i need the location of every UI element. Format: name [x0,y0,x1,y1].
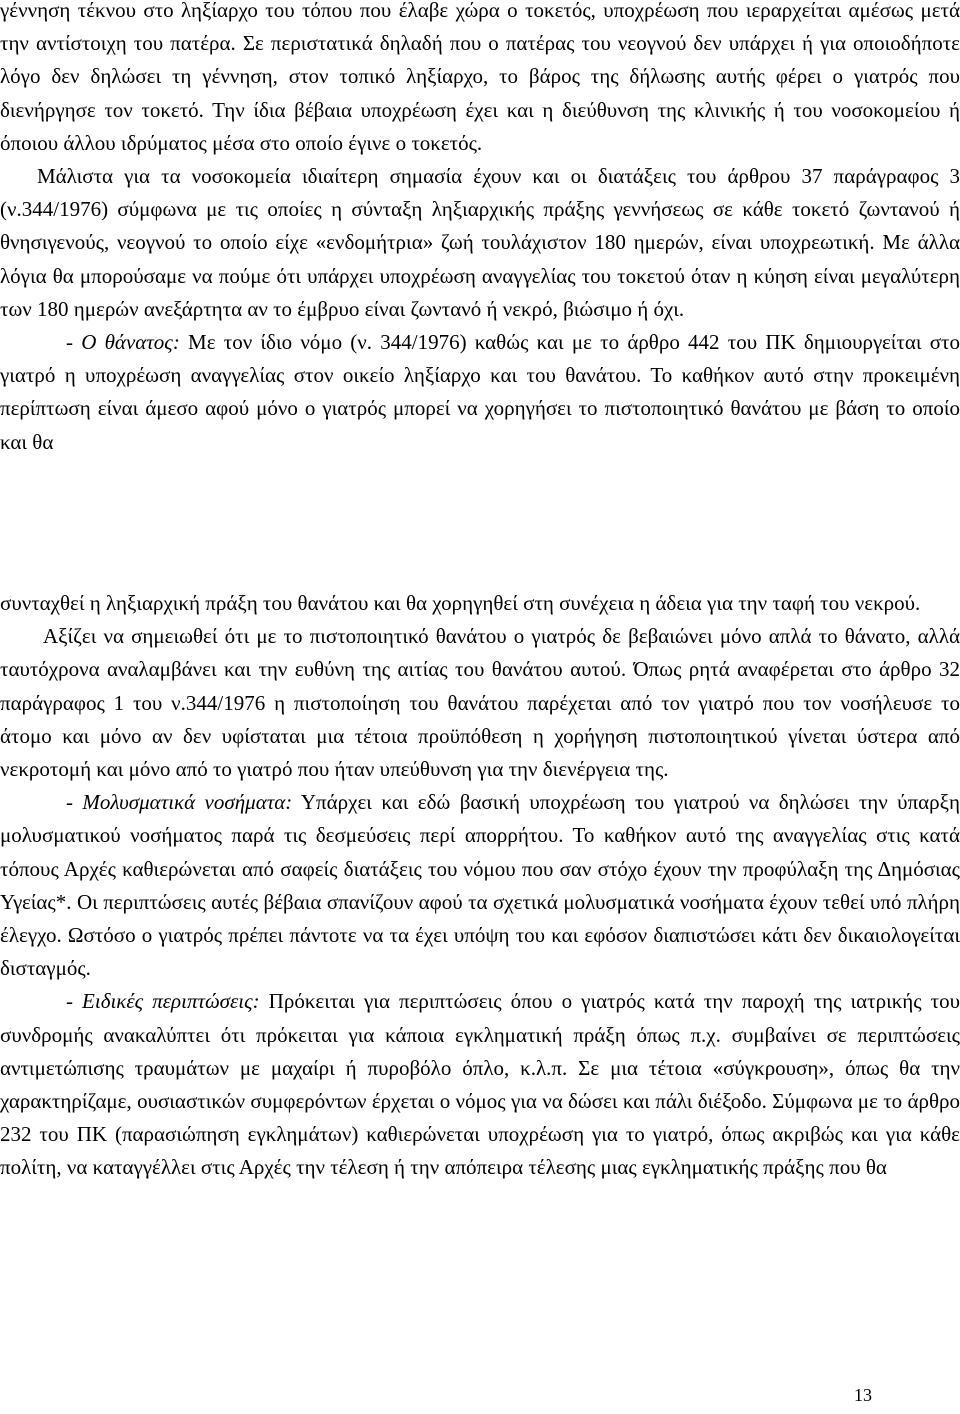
infectious-text: Υπάρχει και εδώ βασική υποχρέωση του γιατρού να δηλώσει την ύπαρξη μολυσματικού νοσήματος παρά τις δεσμεύσεις περί απορρήτου. Το καθήκον αυτό της αναγγελίας στις κατά τόπους Αρχές καθιερώνεται από σαφείς διατάξεις του νόμου που σαν στόχο έχουν την προφύλαξη της Δημόσιας Υγείας*. Οι περιπτώσεις αυτές βέβαια σπανίζουν αφού τα σχετικά μολυσματικά νοσήματα έχουν τεθεί υπό πλήρη έλεγχο. Ωστόσο ο γιατρός πρέπει πάντοτε να τα έχει υπόψη του και εφόσον διαπιστώσει κάτι δεν δικαιολογείται δισταγμός. [0,790,960,981]
text-section-bottom [0,587,960,1185]
term-special: Ειδικές περιπτώσεις: [82,989,260,1014]
paragraph-responsibility: Αξίζει να σημειωθεί ότι με το πιστοποιητικό θανάτου ο γιατρός δε βεβαιώνει μόνο απλά το θάνατο, αλλά ταυτόχρονα αναλαμβάνει και την ευθύνη της αιτίας του θανάτου αυτού. Όπως ρητά αναφέρεται στο άρθρο 32 παράγραφος 1 του ν.344/1976 η πιστοποίηση του θανάτου παρέχεται από τον γιατρό που τον νοσήλευσε το άτομο και μόνο αν δεν υφίσταται μια τέτοια προϋπόθεση η χορήγηση πιστοποιητικού γίνεται ύστερα από νεκροτομή και μόνο από το γιατρό που ήταν υπεύθυνση για την διενέργεια της. [0,624,960,782]
paragraph-hospital-provisions: Μάλιστα για τα νοσοκομεία ιδιαίτερη σημασία έχουν και οι διατάξεις του άρθρου 37 παράγραφος 3 (ν.344/1976) σύμφωνα με τις οποίες η σύνταξη ληξιαρχικής πράξης γεννήσεως σε κάθε τοκετό ζωντανού ή θνησιγενούς, νεογνού το οποίο είχε «ενδομήτρια» ζωή τουλάχιστον 180 ημερών, είναι υποχρεωτική. Με άλλα λόγια θα μπορούσαμε να πούμε ότι υπάρχει υποχρέωση αναγγελίας του τοκετού όταν η κύηση είναι μεγαλύτερη των 180 ημερών ανεξάρτητα αν το έμβρυο είναι ζωντανό ή νεκρό, βιώσιμο ή όχι. [0,164,960,321]
special-text: Πρόκειται για περιπτώσεις όπου ο γιατρός κατά την παροχή της ιατρικής του συνδρομής ανακαλύπτει ότι πρόκειται για κάποια εγκληματική πράξη όπως π.χ. συμβαίνει σε περιπτώσεις αντιμετώπισης τραυμάτων με μαχαίρι ή πυροβόλο όπλο, κ.λ.π. Σε μια τέτοια «σύγκρουση», όπως θα την χαρακτηρίζαμε, ουσιαστικών συμφερόντων έρχεται ο νόμος για να δώσει και πάλι διέξοδο. Σύμφωνα με το άρθρο 232 του ΠΚ (παρασιώπηση εγκλημάτων) καθιερώνεται υποχρέωση για το γιατρό, όπως ακριβώς και για κάθε πολίτη, να καταγγέλλει στις Αρχές την τέλεση ή την απόπειρα τέλεσης μιας εγκληματικής πράξης που θα [0,989,960,1180]
page-number: 13 [854,1385,872,1405]
paragraph-death [0,326,960,459]
list-dash: - [66,989,83,1014]
paragraph-death-certificate: συνταχθεί η ληξιαρχική πράξη του θανάτου και θα χορηγηθεί στη συνέχεια η άδεια για την ταφή του νεκρού. [0,591,921,615]
paragraph-infectious-diseases [0,786,960,985]
term-death: Ο θάνατος: [81,330,180,355]
paragraph-birth-declaration: γέννηση τέκνου στο ληξίαρχο του τόπου που έλαβε χώρα ο τοκετός, υποχρέωση που ιεραρχείται αμέσως μετά την αντίστοιχη του πατέρα. Σε περιστατικά δηλαδή που ο πατέρας του νεογνού δεν υπάρχει ή για οποιοδήποτε λόγο δεν δηλώσει τη γέννηση, στον τοπικό ληξίαρχο, το βάρος της δήλωσης αυτής φέρει ο γιατρός που διενήργησε τον τοκετό. Την ίδια βέβαια υποχρέωση έχει και η διεύθυνση της κλινικής ή του νοσοκομείου ή όποιου άλλου ιδρύματος μέσα στο οποίο έγινε ο τοκετός. [0,0,960,155]
text-section-top [0,0,960,459]
list-dash: - [66,790,83,815]
term-infectious: Μολυσματικά νοσήματα: [82,790,293,815]
death-text: Με τον ίδιο νόμο (ν. 344/1976) καθώς και με το άρθρο 442 του ΠΚ δημιουργείται στο γιατρό η υποχρέωση αναγγελίας στον οικείο ληξίαρχο και του θανάτου. Το καθήκον αυτό στην προκειμένη περίπτωση είναι άμεσο αφού μόνο ο γιατρός μπορεί να χορηγήσει το πιστοποιητικό θανάτου με βάση το οποίο και θα [0,330,960,454]
list-dash: - [66,330,82,355]
paragraph-special-cases [0,985,960,1184]
